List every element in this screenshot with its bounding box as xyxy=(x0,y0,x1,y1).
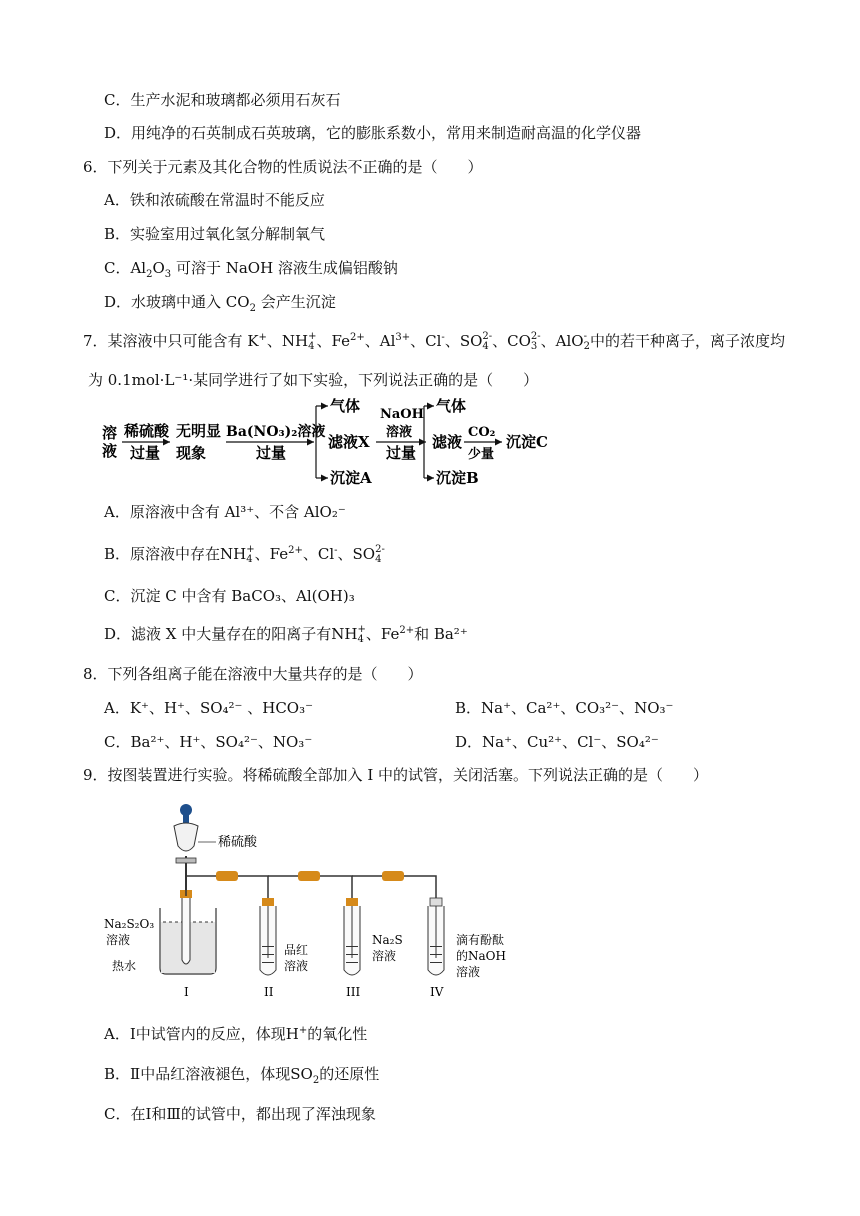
flow-precip-b: 沉淀B xyxy=(436,469,479,487)
flow-reagent2-top: Ba(NO₃)₂溶液 xyxy=(226,424,326,440)
diagram-hot-water: 热水 xyxy=(112,959,137,973)
flow-reagent3-1: NaOH xyxy=(380,407,424,422)
flow-reagent4-bottom: 少量 xyxy=(468,447,495,462)
diagram-reagent-i-1: Na₂S₂O₃ xyxy=(104,917,155,931)
diagram-label-ii: II xyxy=(264,985,274,999)
q9-apparatus-diagram xyxy=(98,798,538,1008)
q6-option-d: D．水玻璃中通入 $CO_2$ 会产生沉淀 xyxy=(104,293,336,314)
q7-option-b: B．原溶液中存在NH + 4 、$Fe^{2+}$、Cl-、SO 2- 4 xyxy=(104,544,385,565)
q7-option-a: A．原溶液中含有 Al³⁺、不含 AlO₂⁻ xyxy=(104,503,346,521)
q9-option-b: B．Ⅱ中品红溶液褪色，体现$SO_2$的还原性 xyxy=(104,1065,380,1086)
q7-option-d: D．滤液 X 中大量存在的阳离子有NH + 4 、$Fe^{2+}$和 Ba²⁺ xyxy=(104,624,468,645)
q7-stem-line2: 为 0.1mol·L⁻¹·某同学进行了如下实验，下列说法正确的是（ ） xyxy=(88,371,539,389)
diagram-naoh-2: 的NaOH xyxy=(456,949,506,963)
q8-option-c: C．Ba²⁺、H⁺、SO₄²⁻、NO₃⁻ xyxy=(104,733,313,751)
q9-option-a: A．Ⅰ中试管内的反应，体现H+的氧化性 xyxy=(104,1025,368,1043)
flow-solution-1: 溶 xyxy=(102,424,118,442)
q8-option-a: A．K⁺、H⁺、SO₄²⁻ 、HCO₃⁻ xyxy=(104,699,314,717)
q7-option-c: C．沉淀 C 中含有 BaCO₃、Al(OH)₃ xyxy=(104,587,355,605)
diagram-naoh-1: 滴有酚酞 xyxy=(456,933,505,947)
flow-reagent2-bottom: 过量 xyxy=(256,444,287,462)
q6-stem: 6．下列关于元素及其化合物的性质说法不正确的是（ ） xyxy=(83,158,483,176)
flow-solution-2: 液 xyxy=(102,442,118,460)
q5-option-c: C．生产水泥和玻璃都必须用石灰石 xyxy=(104,91,341,109)
diagram-reagent-i-2: 溶液 xyxy=(106,933,131,947)
diagram-label-i: I xyxy=(184,985,189,999)
q8-option-d: D．Na⁺、Cu²⁺、Cl⁻、SO₄²⁻ xyxy=(455,733,659,751)
flow-reagent3-2: 溶液 xyxy=(386,425,413,440)
q8-option-b: B．Na⁺、Ca²⁺、CO₃²⁻、NO₃⁻ xyxy=(455,699,674,717)
diagram-label-iii: III xyxy=(346,985,361,999)
q7-flow-diagram xyxy=(98,396,558,488)
q7-stem-line1: 7．某溶液中只可能含有 K+、NH + 4 、$Fe^{2+}$、$Al^{3+}$、Cl-、SO 2- 4 、CO 2- 3 、AlO - 2 中的若干种离子，离子浓度均 xyxy=(83,331,785,352)
q9-stem: 9．按图装置进行实验。将稀硫酸全部加入 I 中的试管，关闭活塞。下列说法正确的是（ ） xyxy=(83,766,709,784)
diagram-label-iv: IV xyxy=(430,985,444,999)
flow-step1-bottom: 现象 xyxy=(176,444,207,462)
q6-option-c: C．$Al_2O_3$ 可溶于 NaOH 溶液生成偏铝酸钠 xyxy=(104,259,398,280)
flow-precip-c: 沉淀C xyxy=(506,433,548,451)
flow-reagent1-top: 稀硫酸 xyxy=(124,422,170,440)
q9-option-c: C．在Ⅰ和Ⅲ的试管中，都出现了浑浊现象 xyxy=(104,1105,376,1123)
q8-stem: 8．下列各组离子能在溶液中大量共存的是（ ） xyxy=(83,665,423,683)
flow-reagent3-3: 过量 xyxy=(386,444,417,462)
diagram-na2s-2: 溶液 xyxy=(372,949,397,963)
flow-step1-top: 无明显 xyxy=(176,422,222,440)
flow-precip-a: 沉淀A xyxy=(330,469,372,487)
diagram-pinhong-2: 溶液 xyxy=(284,959,309,973)
q6-option-a: A．铁和浓硫酸在常温时不能反应 xyxy=(104,191,325,209)
diagram-acid-label: 稀硫酸 xyxy=(218,835,258,850)
flow-reagent1-bottom: 过量 xyxy=(130,444,161,462)
q5-option-d: D．用纯净的石英制成石英玻璃，它的膨胀系数小，常用来制造耐高温的化学仪器 xyxy=(104,124,642,142)
flow-filtrate: 滤液 xyxy=(432,433,463,451)
diagram-na2s-1: Na₂S xyxy=(372,933,403,947)
diagram-pinhong-1: 品红 xyxy=(284,943,309,957)
q6-option-b: B．实验室用过氧化氢分解制氧气 xyxy=(104,225,326,243)
flow-reagent4-top: CO₂ xyxy=(468,425,496,440)
diagram-naoh-3: 溶液 xyxy=(456,965,481,979)
flow-filtrate-x: 滤液X xyxy=(328,433,370,451)
flow-gas2: 气体 xyxy=(436,397,467,415)
flow-gas1: 气体 xyxy=(330,397,361,415)
